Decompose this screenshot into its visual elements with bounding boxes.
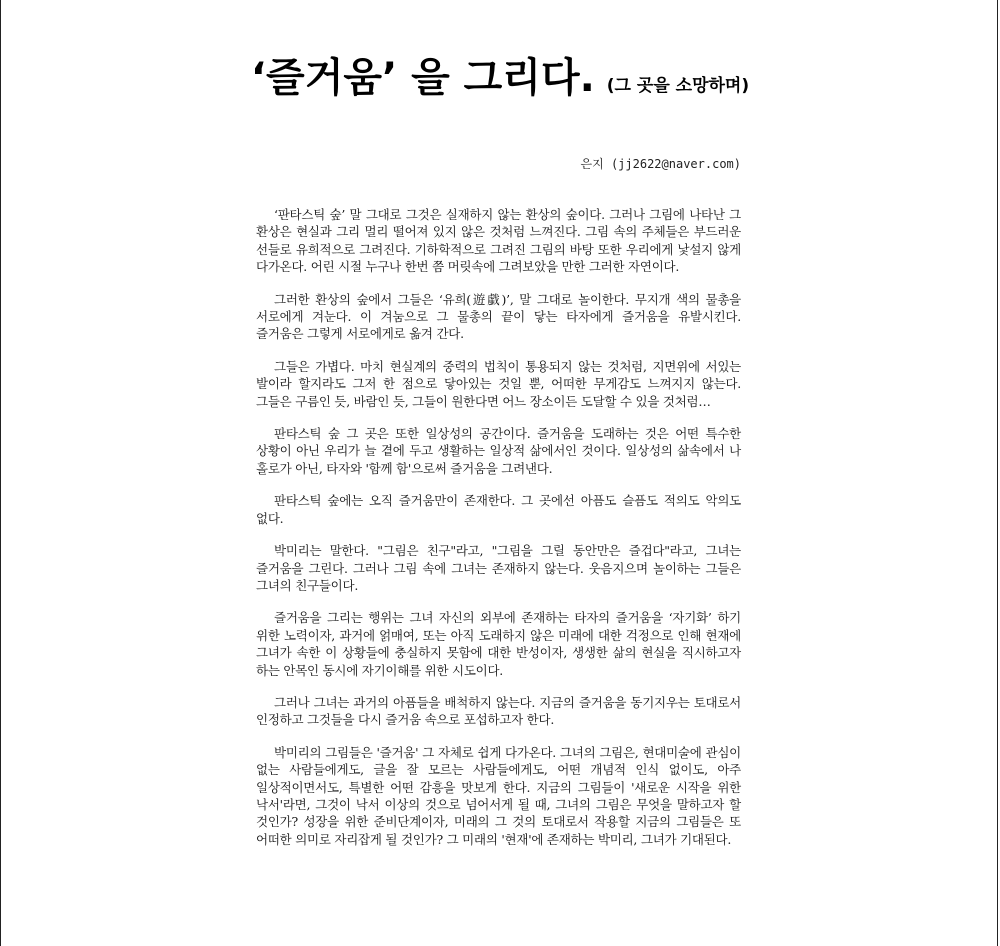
paragraph: 그러한 환상의 숲에서 그들은 ‘유희(遊戱)’, 말 그대로 놀이한다. 무지개 색의 물총을 서로에게 겨눈다. 이 겨눔으로 그 물총의 끝이 닿는 타자에게 즐거움을 유발시킨다. 즐거움은 그렇게 서로에게로 옮겨 간다. — [256, 291, 741, 342]
author-email: (jj2622@naver.com) — [610, 157, 741, 171]
paragraph: 즐거움을 그리는 행위는 그녀 자신의 외부에 존재하는 타자의 즐거움을 ‘자기화’ 하기 위한 노력이자, 과거에 얽매여, 또는 아직 도래하지 않은 미래에 대한 걱정으로 인해 현재에 그녀가 속한 이 상황들에 충실하지 못함에 대한 반성이자, 생생한 삶의 현실을 직시하고자 하는 안목인 동시에 자기이해를 위한 시도이다. — [256, 610, 741, 678]
document-subtitle: (그 곳을 소망하며) — [606, 76, 750, 96]
paragraph: 박미리의 그림들은 '즐거움' 그 자체로 쉽게 다가온다. 그녀의 그림은, 현대미술에 관심이 없는 사람들에게도, 글을 잘 모르는 사람들에게도, 어떤 개념적 인식 없이도, 아주 일상적이면서도, 특별한 어떤 감흥을 맛보게 한다. 지금의 그림들이 '새로운 시작을 위한 낙서'라면, 그것이 낙서 이상의 것으로 넘어서게 될 때, 그녀의 그림은 무엇을 말하고자 할 것인가? 성장을 위한 준비단계이자, 미래의 그 것의 토대로서 작용할 지금의 그림들은 또 어떠한 의미로 자리잡게 될 것인가? 그 미래의 '현재'에 존재하는 박미리, 그녀가 기대된다. — [256, 744, 741, 847]
article-body — [256, 206, 741, 863]
paragraph: 그러나 그녀는 과거의 아픔들을 배척하지 않는다. 지금의 즐거움을 동기지우는 토대로서 인정하고 그것들을 다시 즐거움 속으로 포섭하고자 한다. — [256, 694, 741, 728]
document-title: ‘즐거움’ 을 그리다. — [250, 55, 595, 101]
paragraph: 박미리는 말한다. "그림은 친구"라고, "그림을 그릴 동안만은 즐겁다"라고, 그녀는 즐거움을 그린다. 그러나 그림 속에 그녀는 존재하지 않는다. 웃음지으며 놀이하는 그들은 그녀의 친구들이다. — [256, 543, 741, 593]
paragraph: 그들은 가볍다. 마치 현실계의 중력의 법칙이 통용되지 않는 것처럼, 지면위에 서있는 발이라 할지라도 그저 한 점으로 닿아있는 것일 뿐, 어떠한 무게감도 느껴지지 않는다. 그들은 구름인 듯, 바람인 듯, 그들이 원한다면 어느 장소이든 도달할 수 있을 것처럼… — [256, 358, 741, 409]
title-block — [0, 46, 1000, 103]
paragraph: 판타스틱 숲에는 오직 즐거움만이 존재한다. 그 곳에선 아픔도 슬픔도 적의도 악의도 없다. — [256, 493, 741, 526]
paragraph: ‘판타스틱 숲’ 말 그대로 그것은 실재하지 않는 환상의 숲이다. 그러나 그림에 나타난 그 환상은 현실과 그리 멀리 떨어져 있지 않은 것처럼 느껴진다. 그림 속의 주체들은 부드러운 선들로 유희적으로 그려진다. 기하학적으로 그려진 그림의 바탕 또한 우리에게 낯설지 않게 다가온다. 어린 시절 누구나 한번 쯤 머릿속에 그려보았을 만한 그러한 자연이다. — [256, 207, 741, 275]
paragraph: 판타스틱 숲 그 곳은 또한 일상성의 공간이다. 즐거움을 도래하는 것은 어떤 특수한 상황이 아닌 우리가 늘 곁에 두고 생활하는 일상적 삶에서인 것이다. 일상성의 삶속에서 나 홀로가 아닌, 타자와 '함께 함'으로써 즐거움을 그려낸다. — [256, 426, 741, 476]
author-line — [256, 155, 741, 172]
author-name: 은지 — [580, 157, 604, 171]
